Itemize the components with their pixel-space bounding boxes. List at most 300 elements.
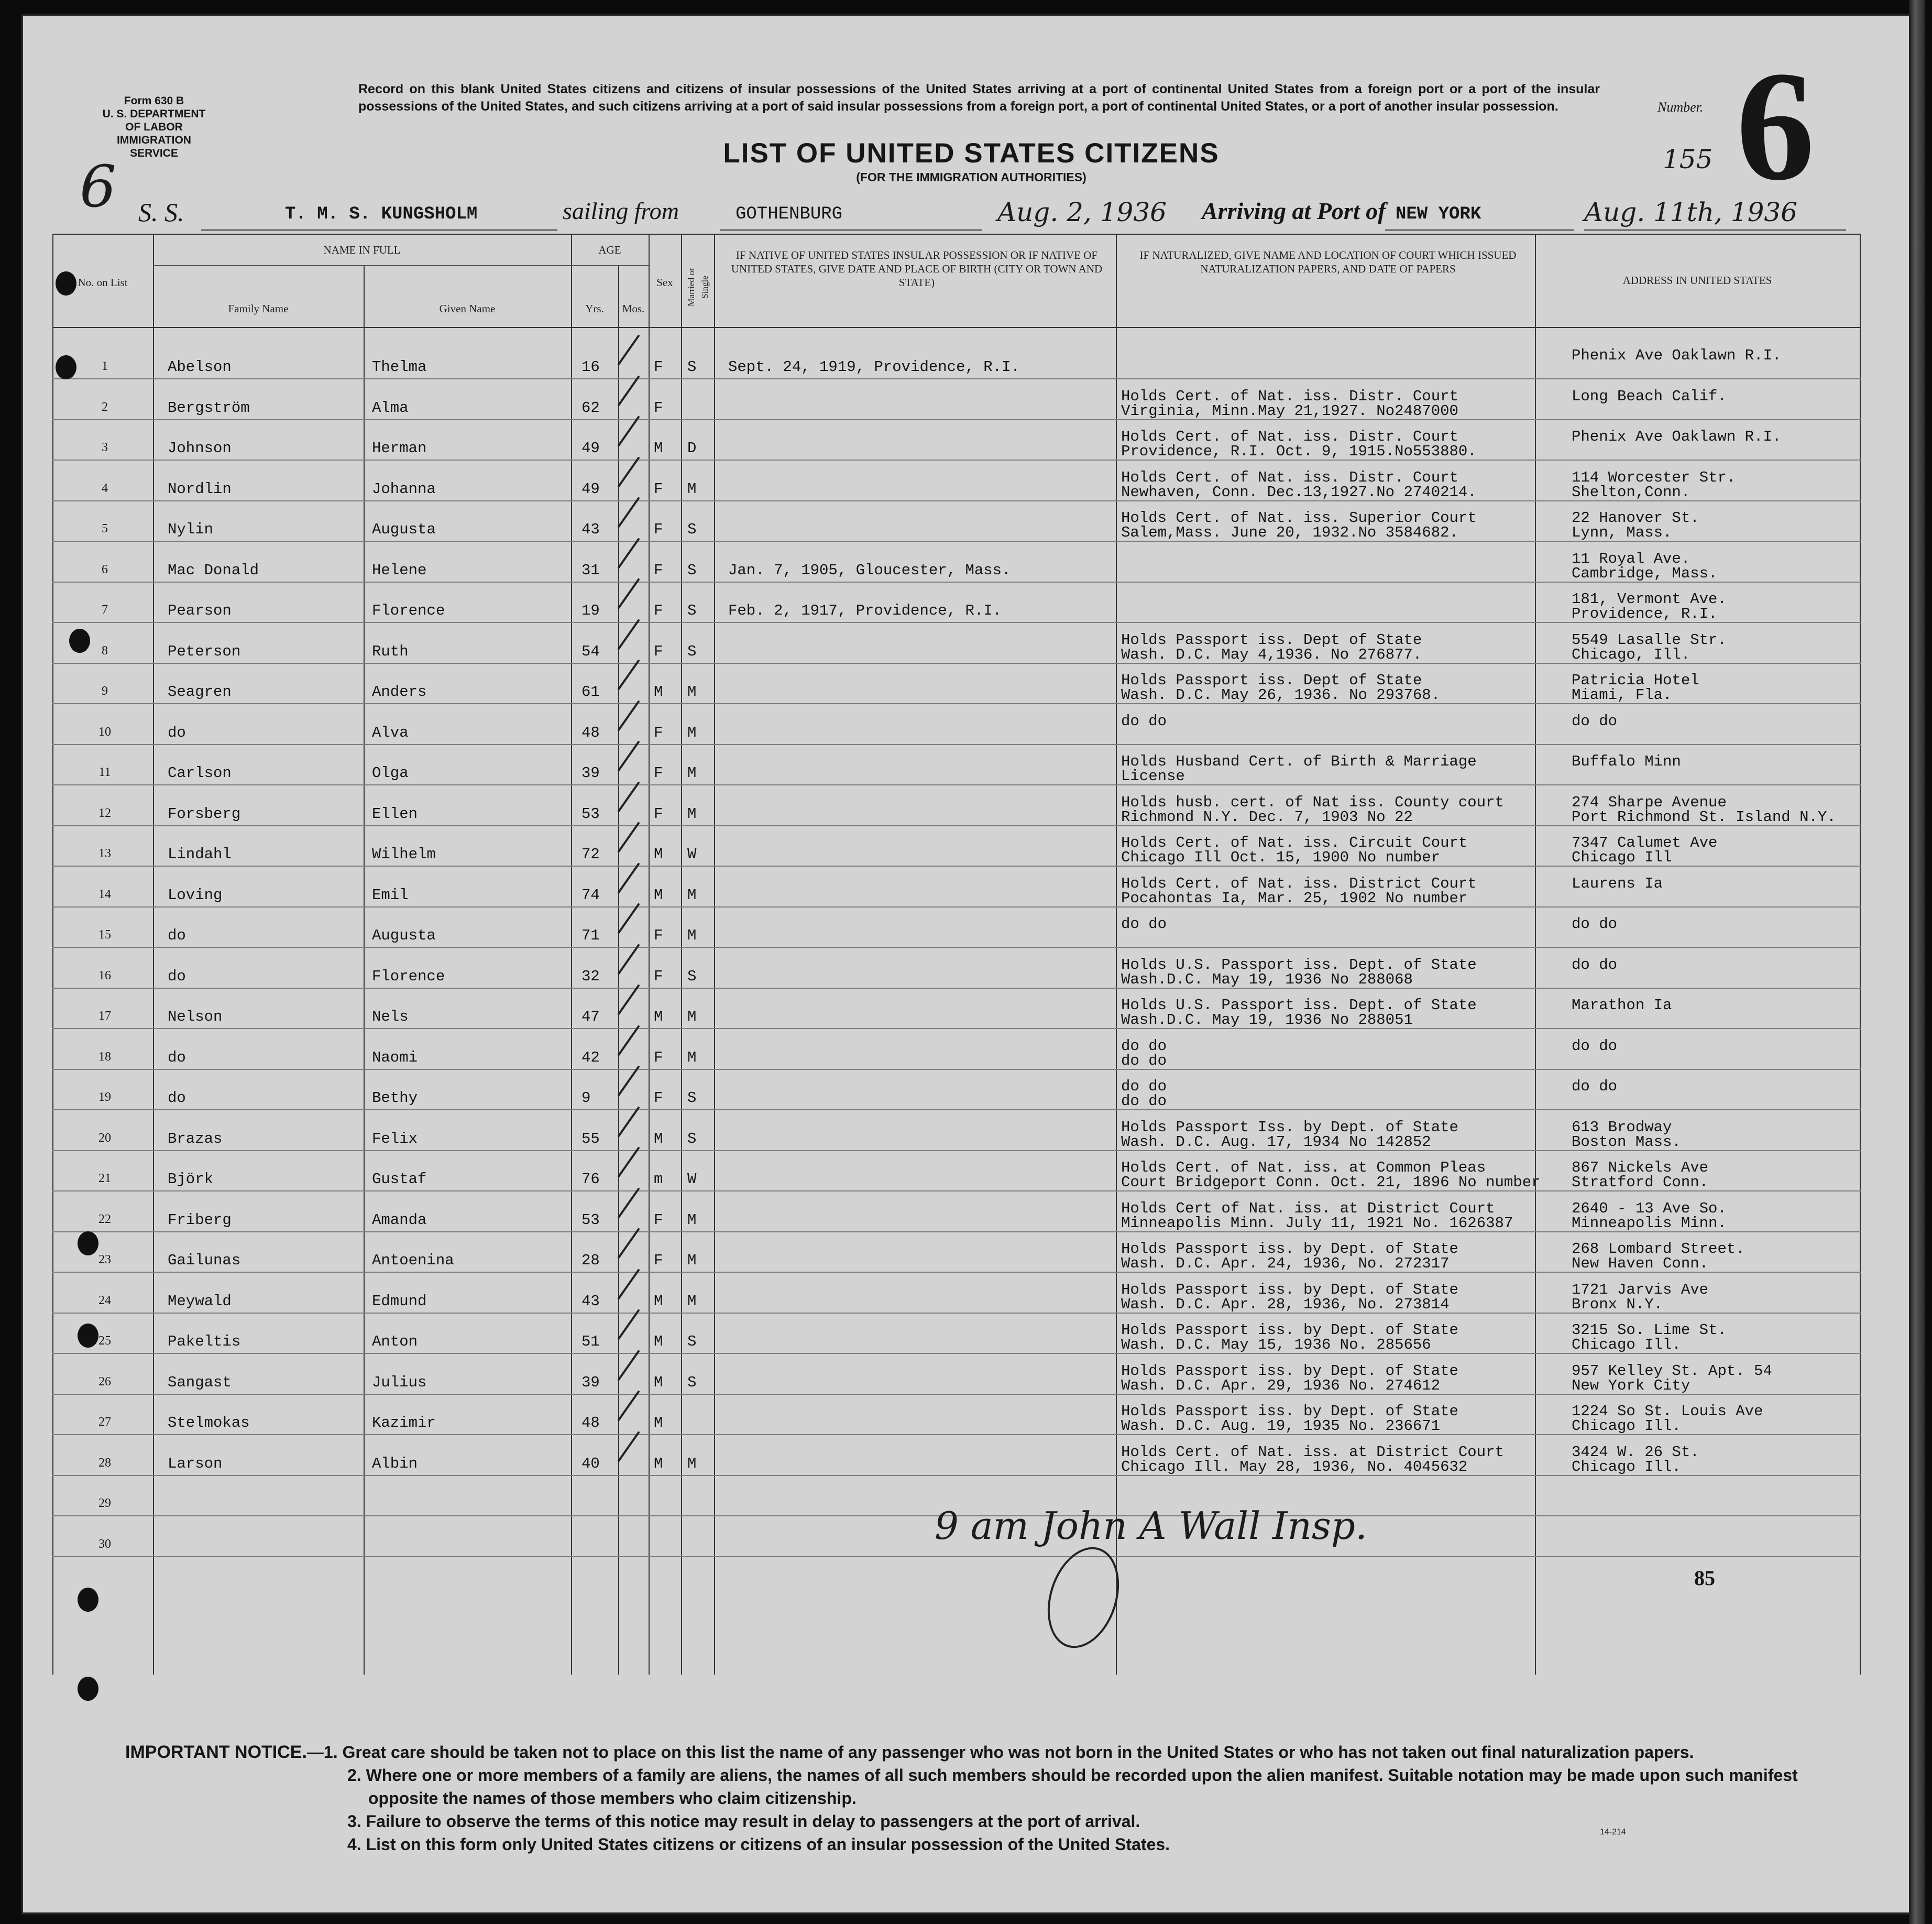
form-code: 14-214: [1600, 1828, 1626, 1836]
binder-hole: [78, 1324, 98, 1348]
sex: M: [654, 683, 663, 701]
page-number: 85: [1694, 1566, 1715, 1590]
age-years: 51: [581, 1333, 600, 1350]
notice-item-2: 2. Where one or more members of a family are aliens, the names of all such members should be recorded upon the alien manifest. Suitable notation may be made upon such manifest opposite the names of those members who claim citizenship.: [347, 1766, 1798, 1808]
family-name: do: [168, 968, 186, 985]
binder-hole: [56, 271, 76, 296]
age-years: 55: [581, 1130, 600, 1147]
address-line-1: do do: [1572, 956, 1618, 974]
col-address: ADDRESS IN UNITED STATES: [1622, 274, 1772, 287]
col-mos: Mos.: [622, 302, 645, 315]
naturalization-line-2: Wash.D.C. May 19, 1936 No 288068: [1121, 971, 1413, 988]
given-name: Bethy: [372, 1089, 418, 1107]
binder-hole: [56, 355, 76, 379]
row-number: 27: [98, 1415, 111, 1429]
check-mark: [617, 1106, 640, 1138]
address-line-2: Bronx N.Y.: [1572, 1296, 1663, 1313]
address-line-2: Port Richmond St. Island N.Y.: [1572, 808, 1836, 826]
given-name: Gustaf: [372, 1171, 427, 1188]
row-number: 4: [102, 482, 108, 495]
given-name: Thelma: [372, 358, 427, 376]
row-number: 28: [98, 1456, 111, 1470]
marital-status: M: [687, 1252, 697, 1269]
naturalization-line-1: Holds Passport iss. by Dept. of State: [1121, 1321, 1458, 1339]
birth-info: Sept. 24, 1919, Providence, R.I.: [728, 358, 1020, 376]
table-row: [52, 379, 1861, 420]
age-years: 53: [581, 1211, 600, 1229]
naturalization-line-2: Virginia, Minn.May 21,1927. No2487000: [1121, 402, 1458, 420]
age-years: 19: [581, 602, 600, 619]
row-number: 18: [98, 1050, 111, 1064]
naturalization-line-2: Chicago Ill Oct. 15, 1900 No number: [1121, 849, 1441, 866]
col-given-name: Given Name: [439, 302, 496, 315]
sex: M: [654, 1455, 663, 1472]
naturalization-line-2: Minneapolis Minn. July 11, 1921 No. 1626387: [1121, 1215, 1513, 1232]
check-mark: [617, 1065, 640, 1097]
naturalization-line-1: Holds U.S. Passport iss. Dept. of State: [1121, 956, 1477, 974]
table-row: [52, 826, 1861, 867]
marital-status: S: [687, 1374, 697, 1391]
col-no: No. on List: [78, 276, 128, 289]
sex: F: [654, 521, 663, 538]
given-name: Emil: [372, 887, 409, 904]
family-name: Johnson: [168, 440, 232, 457]
family-name: Lindahl: [168, 846, 232, 863]
col-marital: Married or Single: [686, 268, 710, 307]
arrival-port: NEW YORK: [1396, 204, 1481, 224]
age-years: 71: [581, 927, 600, 944]
sex: M: [654, 1008, 663, 1025]
manifest-table: [52, 234, 1861, 1675]
family-name: Larson: [168, 1455, 223, 1472]
naturalization-line-2: Wash. D.C. May 15, 1936 No. 285656: [1121, 1336, 1431, 1353]
row-number: 10: [98, 725, 111, 739]
family-name: Nelson: [168, 1008, 223, 1025]
address-line-1: 3424 W. 26 St.: [1572, 1444, 1699, 1461]
marital-status: M: [687, 1211, 697, 1229]
table-row: [52, 663, 1861, 704]
address-line-1: do do: [1572, 915, 1618, 933]
naturalization-line-2: Providence, R.I. Oct. 9, 1915.No553880.: [1121, 443, 1477, 460]
manifest-sheet: [21, 14, 1911, 1915]
given-name: Florence: [372, 602, 445, 619]
naturalization-line-1: Holds Passport iss. by Dept. of State: [1121, 1281, 1458, 1298]
notice-item-3: 3. Failure to observe the terms of this notice may result in delay to passengers at the port of arrival.: [347, 1812, 1140, 1831]
table-row: [52, 1313, 1861, 1354]
check-mark: [617, 334, 640, 366]
family-name: Seagren: [168, 683, 232, 701]
row-number: 30: [98, 1537, 111, 1551]
family-name: Meywald: [168, 1293, 232, 1310]
family-name: Nordlin: [168, 480, 232, 498]
check-mark: [617, 1350, 640, 1381]
address-line-2: Chicago Ill.: [1572, 1458, 1681, 1475]
row-number: 1: [102, 359, 108, 373]
col-age: AGE: [598, 244, 621, 256]
binder-hole: [69, 629, 90, 653]
table-row: [52, 1394, 1861, 1435]
table-row: [52, 704, 1861, 745]
given-name: Julius: [372, 1374, 427, 1391]
sex: F: [654, 764, 663, 782]
marital-status: M: [687, 1049, 697, 1066]
row-number: 14: [98, 888, 111, 901]
naturalization-line-1: Holds Cert. of Nat. iss. at Common Pleas: [1121, 1159, 1486, 1176]
birth-info: Feb. 2, 1917, Providence, R.I.: [728, 602, 1002, 619]
check-mark: [617, 1431, 640, 1462]
table-row: [52, 461, 1861, 501]
row-number: 21: [98, 1172, 111, 1185]
address-line-2: Cambridge, Mass.: [1572, 565, 1718, 582]
marital-status: M: [687, 1008, 697, 1025]
age-years: 39: [581, 1374, 600, 1391]
sex: M: [654, 1333, 663, 1350]
record-instructions: Record on this blank United States citizens and citizens of insular possessions of the United States arriving at a port of continental United States from a foreign port or a port of the insular possessions of the United States, and such citizens arriving at a port of said insular possessions from a foreign port, a port of continental United States, or a port of another insular possession.: [358, 82, 1600, 114]
check-mark: [617, 1390, 640, 1422]
table-row: [52, 420, 1861, 461]
table-row: [52, 542, 1861, 583]
handwritten-corner-number: 6: [80, 153, 116, 220]
marital-status: M: [687, 887, 697, 904]
sex: M: [654, 1414, 663, 1431]
sex: F: [654, 968, 663, 985]
family-name: Forsberg: [168, 805, 241, 823]
birth-info: Jan. 7, 1905, Gloucester, Mass.: [728, 562, 1011, 579]
age-years: 62: [581, 399, 600, 417]
naturalization-line-2: Wash. D.C. Apr. 29, 1936 No. 274612: [1121, 1377, 1441, 1394]
age-years: 39: [581, 764, 600, 782]
age-years: 47: [581, 1008, 600, 1025]
row-number: 25: [98, 1334, 111, 1348]
sex: M: [654, 440, 663, 457]
sex: F: [654, 602, 663, 619]
check-mark: [617, 700, 640, 731]
row-number: 8: [102, 644, 108, 658]
check-mark: [617, 944, 640, 975]
address-line-1: 22 Hanover St.: [1572, 509, 1699, 527]
sex: M: [654, 1293, 663, 1310]
family-name: Nylin: [168, 521, 214, 538]
table-row: [52, 948, 1861, 989]
naturalization-line-1: Holds husb. cert. of Nat iss. County court: [1121, 794, 1504, 811]
sailing-label: sailing from: [563, 198, 679, 224]
age-years: 43: [581, 521, 600, 538]
address-line-1: do do: [1572, 1037, 1618, 1055]
check-mark: [617, 740, 640, 772]
col-sex: Sex: [656, 276, 673, 289]
page-subtitle: (FOR THE IMMIGRATION AUTHORITIES): [856, 170, 1086, 184]
age-years: 49: [581, 480, 600, 498]
table-row: [52, 1273, 1861, 1314]
sex: F: [654, 399, 663, 417]
address-line-1: Buffalo Minn: [1572, 753, 1681, 770]
address-line-1: 181, Vermont Ave.: [1572, 591, 1727, 608]
address-line-2: Chicago, Ill.: [1572, 646, 1690, 663]
naturalization-line-2: Chicago Ill. May 28, 1936, No. 4045632: [1121, 1458, 1468, 1475]
sex: F: [654, 643, 663, 660]
age-years: 53: [581, 805, 600, 823]
address-line-1: 1224 So St. Louis Ave: [1572, 1403, 1763, 1420]
table-row: [52, 907, 1861, 948]
sex: M: [654, 846, 663, 863]
check-mark: [617, 862, 640, 894]
address-line-1: 11 Royal Ave.: [1572, 550, 1690, 567]
address-line-2: New Haven Conn.: [1572, 1255, 1709, 1272]
given-name: Augusta: [372, 927, 436, 944]
family-name: Brazas: [168, 1130, 223, 1147]
given-name: Ruth: [372, 643, 409, 660]
given-name: Alma: [372, 399, 409, 417]
given-name: Helene: [372, 562, 427, 579]
address-line-2: Minneapolis Minn.: [1572, 1215, 1727, 1232]
family-name: Pearson: [168, 602, 232, 619]
binder-hole: [78, 1588, 98, 1612]
table-row: [52, 1191, 1861, 1232]
address-line-1: 274 Sharpe Avenue: [1572, 794, 1727, 811]
age-years: 40: [581, 1455, 600, 1472]
naturalization-line-1: Holds Passport iss. by Dept. of State: [1121, 1362, 1458, 1380]
address-line-1: 268 Lombard Street.: [1572, 1240, 1745, 1258]
table-row: [52, 1069, 1861, 1110]
marital-status: S: [687, 602, 697, 619]
address-line-1: Phenix Ave Oaklawn R.I.: [1572, 428, 1782, 445]
row-number: 16: [98, 969, 111, 982]
row-number: 11: [98, 766, 111, 779]
family-name: Carlson: [168, 764, 232, 782]
naturalization-line-2: Wash. D.C. Aug. 19, 1935 No. 236671: [1121, 1417, 1441, 1435]
row-number: 19: [98, 1090, 111, 1104]
service: IMMIGRATION SERVICE: [117, 134, 191, 159]
marital-status: D: [687, 440, 697, 457]
naturalization-line-1: Holds Husband Cert. of Birth & Marriage: [1121, 753, 1477, 770]
check-mark: [617, 1309, 640, 1340]
marital-status: S: [687, 968, 697, 985]
address-line-1: 867 Nickels Ave: [1572, 1159, 1709, 1176]
check-mark: [617, 822, 640, 853]
col-birth: IF NATIVE OF UNITED STATES INSULAR POSSESSION OR IF NATIVE OF UNITED STATES, GIVE DATE AND PLACE OF BIRTH (CITY OR TOWN AND STATE): [731, 249, 1103, 289]
table-row: [52, 1354, 1861, 1395]
naturalization-line-1: Holds Passport iss. Dept of State: [1121, 672, 1422, 689]
page-title: LIST OF UNITED STATES CITIZENS: [723, 138, 1220, 169]
handwritten-155: 155: [1663, 144, 1713, 174]
age-years: 31: [581, 562, 600, 579]
marital-status: M: [687, 764, 697, 782]
naturalization-line-1: do do: [1121, 1037, 1167, 1055]
family-name: Peterson: [168, 643, 241, 660]
row-divider: [52, 1556, 1861, 1557]
address-line-1: Patricia Hotel: [1572, 672, 1699, 689]
table-row: [52, 338, 1861, 379]
family-name: do: [168, 724, 186, 741]
table-row: [52, 1232, 1861, 1273]
notice-label: IMPORTANT NOTICE.: [125, 1742, 307, 1762]
check-mark: [617, 578, 640, 609]
sex: F: [654, 927, 663, 944]
table-row: [52, 1435, 1861, 1476]
address-line-1: 1721 Jarvis Ave: [1572, 1281, 1709, 1298]
naturalization-line-1: do do: [1121, 1078, 1167, 1095]
sex: F: [654, 805, 663, 823]
sex: F: [654, 562, 663, 579]
marital-status: S: [687, 358, 697, 376]
given-name: Naomi: [372, 1049, 418, 1066]
naturalization-line-2: do do: [1121, 1052, 1167, 1069]
row-number: 6: [102, 563, 108, 576]
address-line-1: Marathon Ia: [1572, 997, 1672, 1014]
check-mark: [617, 984, 640, 1015]
naturalization-line-1: do do: [1121, 713, 1167, 730]
naturalization-line-1: Holds Passport iss. by Dept. of State: [1121, 1240, 1458, 1258]
ship-line: [138, 194, 1851, 236]
list-number: 6: [1736, 39, 1815, 213]
naturalization-line-1: Holds Passport Iss. by Dept. of State: [1121, 1119, 1458, 1136]
table-row: [52, 988, 1861, 1029]
sex: F: [654, 724, 663, 741]
row-number: 15: [98, 928, 111, 942]
row-number: 20: [98, 1131, 111, 1145]
naturalization-line-1: Holds U.S. Passport iss. Dept. of State: [1121, 997, 1477, 1014]
check-mark: [617, 619, 640, 650]
table-row: [52, 582, 1861, 623]
age-years: 72: [581, 846, 600, 863]
ss-label: S. S.: [138, 198, 184, 227]
check-mark: [617, 781, 640, 813]
family-name: Abelson: [168, 358, 232, 376]
family-name: Mac Donald: [168, 562, 259, 579]
address-line-1: 2640 - 13 Ave So.: [1572, 1200, 1727, 1217]
naturalization-line-2: Salem,Mass. June 20, 1932.No 3584682.: [1121, 524, 1458, 541]
age-years: 42: [581, 1049, 600, 1066]
family-name: Loving: [168, 887, 223, 904]
naturalization-line-1: Holds Cert. of Nat. iss. Distr. Court: [1121, 388, 1458, 405]
family-name: Stelmokas: [168, 1414, 250, 1431]
naturalization-line-1: Holds Cert. of Nat. iss. Circuit Court: [1121, 834, 1468, 851]
sex: m: [654, 1171, 663, 1188]
form-id: [96, 94, 212, 160]
marital-status: W: [687, 846, 697, 863]
naturalization-line-1: Holds Passport iss. Dept of State: [1121, 631, 1422, 649]
check-mark: [617, 497, 640, 528]
departure-port: GOTHENBURG: [736, 204, 843, 224]
check-mark: [617, 1146, 640, 1178]
arriving-label: Arriving at Port of: [1202, 198, 1386, 224]
given-name: Kazimir: [372, 1414, 436, 1431]
naturalization-line-2: Richmond N.Y. Dec. 7, 1903 No 22: [1121, 808, 1413, 826]
row-number: 12: [98, 806, 111, 820]
address-line-2: Miami, Fla.: [1572, 686, 1672, 704]
row-number: 26: [98, 1375, 111, 1389]
age-years: 54: [581, 643, 600, 660]
col-yrs: Yrs.: [585, 302, 604, 315]
notice-item-1: —1. Great care should be taken not to place on this list the name of any passenger who was not born in the United States or who has not taken out final naturalization papers.: [306, 1743, 1694, 1762]
naturalization-line-2: Wash. D.C. Apr. 24, 1936, No. 272317: [1121, 1255, 1450, 1272]
family-name: Björk: [168, 1171, 214, 1188]
row-number: 29: [98, 1496, 111, 1510]
family-name: Bergström: [168, 399, 250, 417]
given-name: Anton: [372, 1333, 418, 1350]
sex: F: [654, 358, 663, 376]
number-label: Number.: [1657, 100, 1704, 115]
check-mark: [617, 1187, 640, 1219]
family-name: Friberg: [168, 1211, 232, 1229]
arrival-date: Aug. 11th, 1936: [1584, 197, 1798, 227]
family-name: do: [168, 927, 186, 944]
family-name: do: [168, 1049, 186, 1066]
naturalization-line-1: Holds Passport iss. by Dept. of State: [1121, 1403, 1458, 1420]
address-line-1: 7347 Calumet Ave: [1572, 834, 1718, 851]
binder-hole: [78, 1677, 98, 1701]
department: U. S. DEPARTMENT OF LABOR: [102, 108, 206, 133]
row-number: 22: [98, 1212, 111, 1226]
col-family-name: Family Name: [228, 302, 289, 315]
sex: F: [654, 480, 663, 498]
row-number: 24: [98, 1294, 111, 1307]
address-line-1: 3215 So. Lime St.: [1572, 1321, 1727, 1339]
form-number: Form 630 B: [124, 95, 184, 107]
sex: F: [654, 1211, 663, 1229]
given-name: Olga: [372, 764, 409, 782]
marital-status: S: [687, 521, 697, 538]
marital-status: M: [687, 927, 697, 944]
check-mark: [617, 1228, 640, 1259]
table-row: [52, 501, 1861, 542]
address-line-1: 957 Kelley St. Apt. 54: [1572, 1362, 1772, 1380]
naturalization-line-1: Holds Cert. of Nat. iss. Superior Court: [1121, 509, 1477, 527]
given-name: Edmund: [372, 1293, 427, 1310]
address-line-2: Providence, R.I.: [1572, 605, 1718, 622]
age-years: 48: [581, 724, 600, 741]
address-line-1: do do: [1572, 713, 1618, 730]
naturalization-line-1: Holds Cert. of Nat. iss. District Court: [1121, 875, 1477, 892]
row-number: 17: [98, 1009, 111, 1023]
naturalization-line-2: do do: [1121, 1092, 1167, 1110]
page-edge: [1909, 0, 1925, 1924]
col-name-in-full: NAME IN FULL: [323, 244, 401, 256]
naturalization-line-2: Wash. D.C. Apr. 28, 1936, No. 273814: [1121, 1296, 1450, 1313]
naturalization-line-2: Wash. D.C. Aug. 17, 1934 No 142852: [1121, 1133, 1431, 1151]
marital-status: M: [687, 805, 697, 823]
age-years: 48: [581, 1414, 600, 1431]
age-years: 76: [581, 1171, 600, 1188]
row-number: 7: [102, 603, 108, 617]
naturalization-line-1: do do: [1121, 915, 1167, 933]
sex: F: [654, 1252, 663, 1269]
naturalization-line-2: Wash. D.C. May 4,1936. No 276877.: [1121, 646, 1422, 663]
check-mark: [617, 375, 640, 407]
address-line-2: New York City: [1572, 1377, 1690, 1394]
table-row: [52, 745, 1861, 785]
address-line-2: Chicago Ill.: [1572, 1336, 1681, 1353]
address-line-1: Phenix Ave Oaklawn R.I.: [1572, 347, 1782, 364]
table-row: [52, 1029, 1861, 1070]
marital-status: S: [687, 562, 697, 579]
table-row: [52, 1110, 1861, 1151]
family-name: Gailunas: [168, 1252, 241, 1269]
marital-status: M: [687, 683, 697, 701]
sex: M: [654, 1374, 663, 1391]
check-mark: [617, 416, 640, 447]
given-name: Amanda: [372, 1211, 427, 1229]
row-number: 5: [102, 522, 108, 535]
address-line-2: Stratford Conn.: [1572, 1174, 1709, 1191]
row-number: 9: [102, 684, 108, 698]
check-mark: [617, 1025, 640, 1056]
address-line-1: Laurens Ia: [1572, 875, 1663, 892]
given-name: Albin: [372, 1455, 418, 1472]
given-name: Alva: [372, 724, 409, 741]
naturalization-line-2: Wash.D.C. May 19, 1936 No 288051: [1121, 1011, 1413, 1029]
table-row: [52, 623, 1861, 664]
